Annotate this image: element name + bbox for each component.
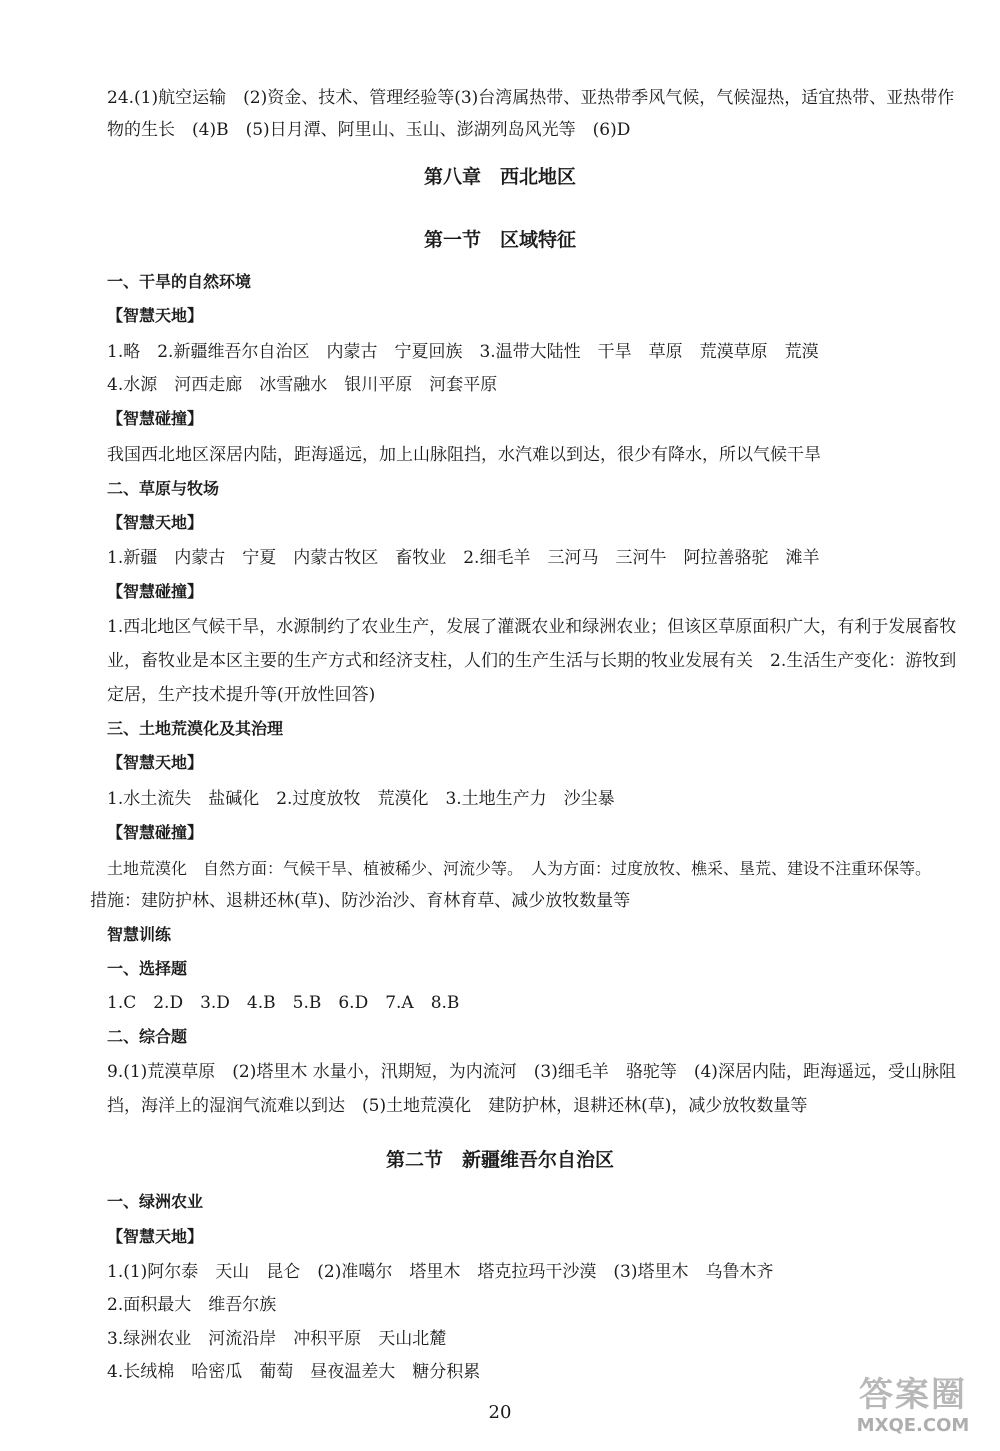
watermark-text-cn: 答案圈 — [859, 1375, 967, 1415]
s2-part1-tag-tiandi: 【智慧天地】 — [107, 1227, 204, 1246]
section-1-title: 第一节 区域特征 — [423, 229, 576, 251]
s1-part2-answer-1: 1.新疆 内蒙古 宁夏 内蒙古牧区 畜牧业 2.细毛羊 三河马 三河牛 阿拉善骆驼 滩羊 — [107, 548, 820, 568]
s2-answer-2: 2.面积最大 维吾尔族 — [107, 1295, 277, 1315]
s1-part1-tag-tiandi: 【智慧天地】 — [107, 306, 204, 325]
s1-part2-title: 二、草原与牧场 — [107, 479, 220, 498]
page-number: 20 — [488, 1402, 512, 1423]
s1-part3-answer-1: 1.水土流失 盐碱化 2.过度放牧 荒漠化 3.土地生产力 沙尘暴 — [107, 789, 615, 809]
section-2-title: 第二节 新疆维吾尔自治区 — [385, 1149, 614, 1171]
choice-answers: 1.C 2.D 3.D 4.B 5.B 6.D 7.A 8.B — [107, 993, 460, 1013]
s1-part1-tag-pengzhuang: 【智慧碰撞】 — [107, 409, 204, 428]
q24-line-2: 物的生长 (4)B (5)日月潭、阿里山、玉山、澎湖列岛风光等 (6)D — [107, 120, 631, 140]
watermark-text-en: MXQE.COM — [856, 1415, 970, 1436]
s1-part2-paragraph: 1.西北地区气候干旱，水源制约了农业生产，发展了灌溉农业和绿洲农业；但该区草原面积广大，有利于发展畜牧业，畜牧业是本区主要的生产方式和经济支柱，人们的生产生活与长期的牧业发展有关 2.生活生产变化：游牧到定居，生产技术提升等(开放性回答) — [107, 617, 957, 705]
watermark-logo — [838, 1375, 988, 1445]
s1-part1-answer-2: 4.水源 河西走廊 冰雪融水 银川平原 河套平原 — [107, 375, 498, 395]
s1-part3-tag-pengzhuang: 【智慧碰撞】 — [107, 823, 204, 842]
s1-part1-title: 一、干旱的自然环境 — [107, 272, 252, 291]
q24-line-1: 24.(1)航空运输 (2)资金、技术、管理经验等(3)台湾属热带、亚热带季风气候，气候湿热，适宜热带、亚热带作 — [107, 88, 955, 108]
s2-answer-1: 1.(1)阿尔泰 天山 昆仑 (2)准噶尔 塔里木 塔克拉玛干沙漠 (3)塔里木 乌鲁木齐 — [107, 1262, 774, 1282]
training-title: 智慧训练 — [107, 925, 172, 944]
s1-part2-tag-pengzhuang: 【智慧碰撞】 — [107, 582, 204, 601]
s1-part1-answer-3: 我国西北地区深居内陆，距海遥远，加上山脉阻挡，水汽难以到达，很少有降水，所以气候干旱 — [107, 445, 821, 465]
choice-title: 一、选择题 — [107, 959, 188, 978]
s1-part3-title: 三、土地荒漠化及其治理 — [107, 719, 284, 738]
s1-part3-tag-tiandi: 【智慧天地】 — [107, 753, 204, 772]
chapter-title: 第八章 西北地区 — [423, 166, 576, 188]
s2-answer-3: 3.绿洲农业 河流沿岸 冲积平原 天山北麓 — [107, 1329, 447, 1349]
s1-part1-answer-1: 1.略 2.新疆维吾尔自治区 内蒙古 宁夏回族 3.温带大陆性 干旱 草原 荒漠草原 荒漠 — [107, 342, 819, 362]
s2-part1-title: 一、绿洲农业 — [107, 1192, 204, 1211]
s1-part2-tag-tiandi: 【智慧天地】 — [107, 513, 204, 532]
s1-part3-answer-2: 土地荒漠化 自然方面：气候干旱、植被稀少、河流少等。 人为方面：过度放牧、樵采、垦荒、建设不注重环保等。 — [107, 859, 932, 878]
comprehensive-answers: 9.(1)荒漠草原 (2)塔里木 水量小，汛期短，为内流河 (3)细毛羊 骆驼等 (4)深居内陆，距海遥远，受山脉阻挡，海洋上的湿润气流难以到达 (5)土地荒漠化 建防护林，退耕还林(草)，减少放牧数量等 — [107, 1062, 956, 1116]
s2-answer-4: 4.长绒棉 哈密瓜 葡萄 昼夜温差大 糖分积累 — [107, 1362, 481, 1382]
s1-part3-answer-3: 措施：建防护林、退耕还林(草)、防沙治沙、育林育草、减少放牧数量等 — [90, 891, 631, 911]
comprehensive-title: 二、综合题 — [107, 1027, 188, 1046]
